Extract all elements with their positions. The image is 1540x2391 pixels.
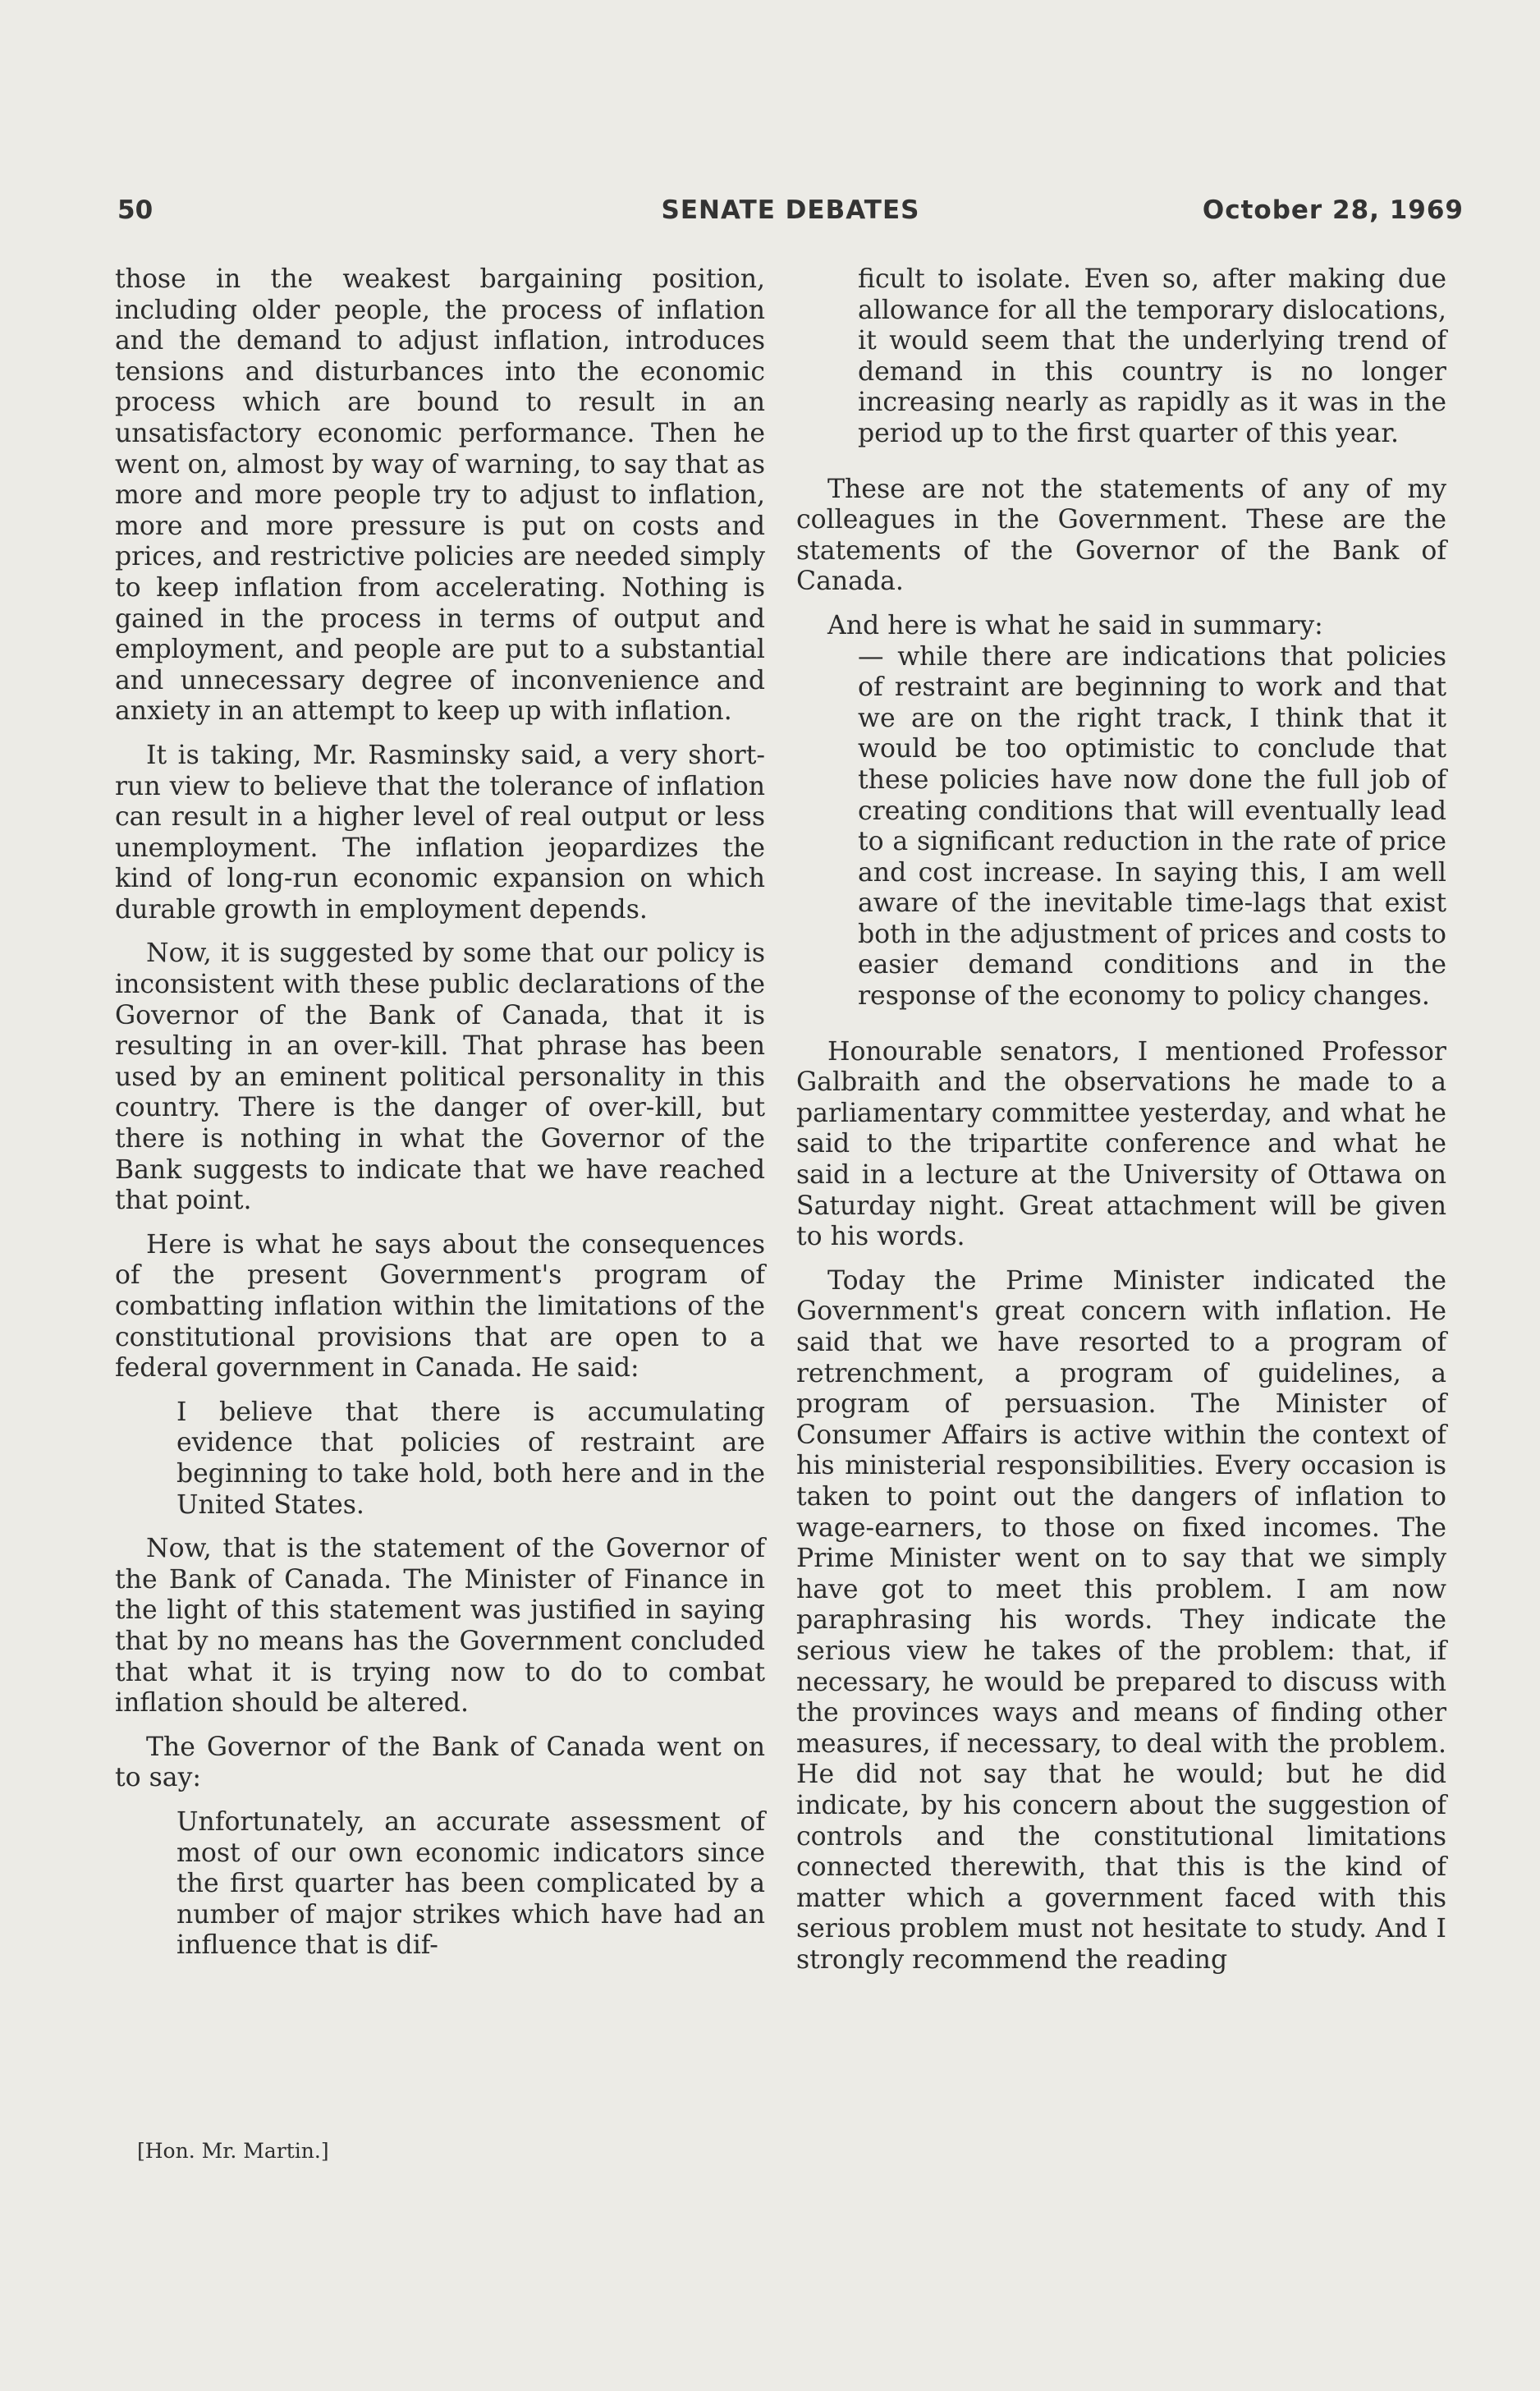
paragraph: These are not the statements of any of my colleagues in the Government. These are the statements of the Governor of the Bank of Canada. [796,474,1446,597]
paragraph: Here is what he says about the consequences of the present Government's program of combatting inflation within the limitations of the constitutional provisions that are open to a federal government in Canada. He said: [115,1229,765,1384]
right-column [796,264,1446,1976]
paragraph: those in the weakest bargaining position, including older people, the process of inflation and the demand to adjust inflation, introduces tensions and disturbances into the economic process which are bound to result in an unsatisfactory economic performance. Then he went on, almost by way of warning, to say that as more and more people try to adjust to inflation, more and more pressure is put on costs and prices, and restrictive policies are needed simply to keep inflation from accelerating. Nothing is gained in the process in terms of output and employment, and people are put to a substantial and unnecessary degree of inconvenience and anxiety in an attempt to keep up with inflation. [115,264,765,727]
paragraph: Today the Prime Minister indicated the Government's great concern with inflation. He said that we have resorted to a program of retrenchment, a program of guidelines, a program of persuasion. The Minister of Consumer Affairs is active within the context of his ministerial responsibilities. Every occasion is taken to point out the dangers of inflation to wage-earners, to those on fixed incomes. The Prime Minister went on to say that we simply have got to meet this problem. I am now paraphrasing his words. They indicate the serious view he takes of the problem: that, if necessary, he would be prepared to discuss with the provinces ways and means of finding other measures, if necessary, to deal with the problem. He did not say that he would; but he did indicate, by his concern about the suggestion of controls and the constitutional limitations connected therewith, that this is the kind of matter which a government faced with this serious problem must not hesitate to study. And I strongly recommend the reading [796,1265,1446,1975]
left-column [115,264,765,1962]
header-date: October 28, 1969 [1202,195,1464,225]
block-quote: Unfortunately, an accurate assessment of most of our own economic indicators since the first quarter has been complicated by a number of major strikes which have had an influence that is dif- [176,1806,765,1961]
paragraph: And here is what he said in summary: [827,610,1323,640]
speaker-attribution: [Hon. Mr. Martin.] [137,2139,329,2163]
running-title: SENATE DEBATES [661,195,920,225]
block-quote: I believe that there is accumulating evidence that policies of restraint are beginning to take hold, both here and in the United States. [176,1397,765,1520]
block-quote: — while there are indications that policies of restraint are beginning to work and that we are on the right track, I think that it would be too optimistic to conclude that these policies have now done the full job of creating conditions that will eventually lead to a significant reduction in the rate of price and cost increase. In saying this, I am well aware of the inevitable time-lags that exist both in the adjustment of prices and costs to easier demand conditions and in the response of the economy to policy changes. [858,641,1446,1012]
page-header [117,195,1464,236]
block-quote-continued: ficult to isolate. Even so, after making due allowance for all the temporary dislocations, it would seem that the underlying trend of demand in this country is no longer increasing nearly as rapidly as it was in the period up to the first quarter of this year. [858,264,1446,448]
page-number: 50 [117,195,154,225]
paragraph: It is taking, Mr. Rasminsky said, a very short-run view to believe that the tolerance of inflation can result in a higher level of real output or less unemployment. The inflation jeopardizes the kind of long-run economic expansion on which durable growth in employment depends. [115,740,765,925]
paragraph: Now, it is suggested by some that our policy is inconsistent with these public declarations of the Governor of the Bank of Canada, that it is resulting in an over-kill. That phrase has been used by an eminent political personality in this country. There is the danger of over-kill, but there is nothing in what the Governor of the Bank suggests to indicate that we have reached that point. [115,939,765,1216]
paragraph: Honourable senators, I mentioned Professor Galbraith and the observations he made to a parliamentary committee yesterday, and what he said to the tripartite conference and what he said in a lecture at the University of Ottawa on Saturday night. Great attachment will be given to his words. [796,1036,1446,1252]
paragraph: Now, that is the statement of the Governor of the Bank of Canada. The Minister of Finance in the light of this statement was justified in saying that by no means has the Government concluded that what it is trying now to do to combat inflation should be altered. [115,1534,765,1719]
paragraph: The Governor of the Bank of Canada went on to say: [115,1732,765,1793]
